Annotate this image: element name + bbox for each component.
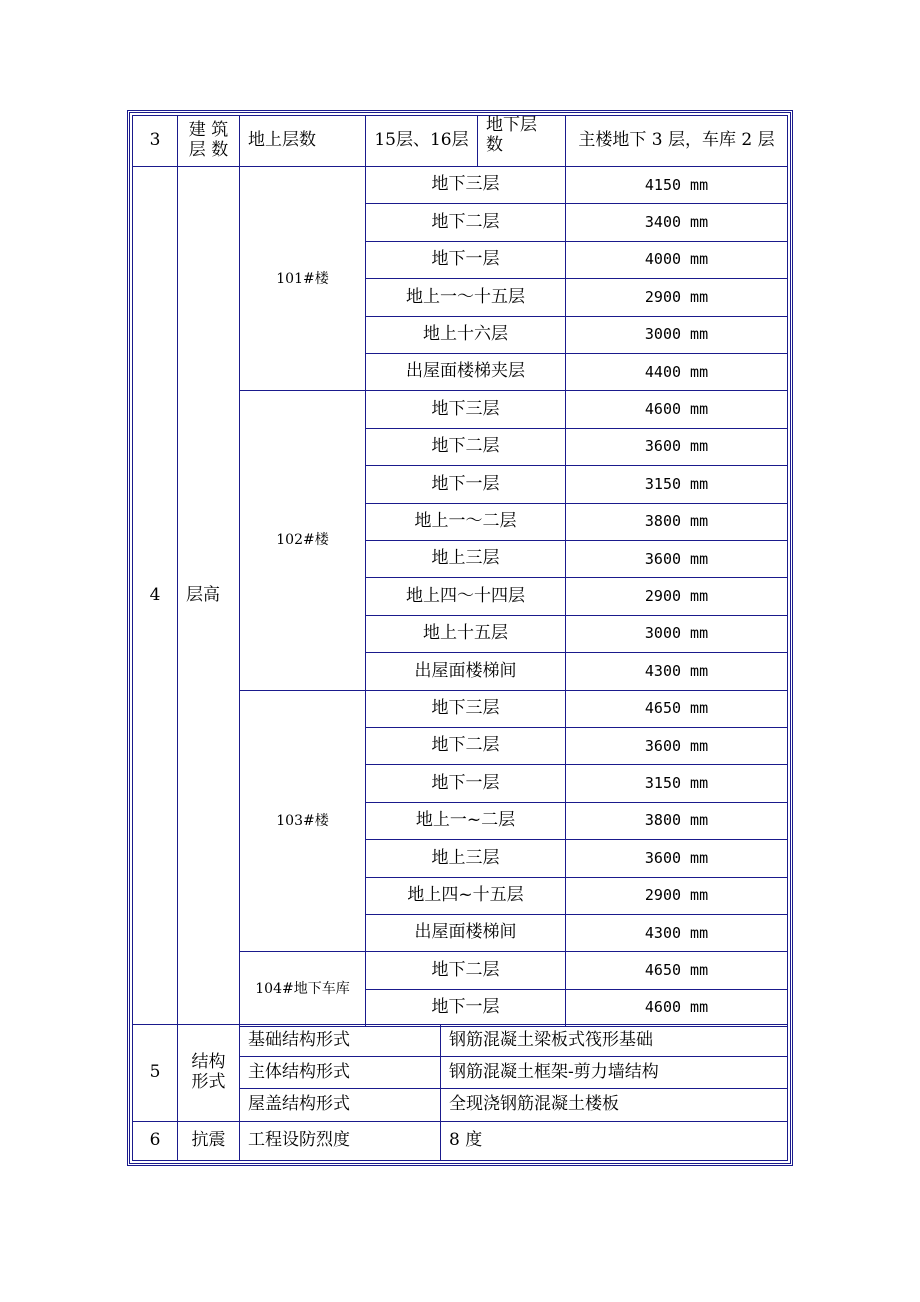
floor-name: 地下三层 <box>365 166 566 204</box>
building-name: 104#地下车库 <box>239 951 366 1027</box>
row4-category: 层高 <box>177 166 240 1025</box>
floor-name: 地上四～十四层 <box>365 577 566 615</box>
floor-name: 地上十五层 <box>365 615 566 653</box>
building-name: 101#楼 <box>239 166 366 391</box>
floor-name: 出屋面楼梯间 <box>365 652 566 690</box>
floor-height: 3600 mm <box>565 839 788 877</box>
floor-name: 地上十六层 <box>365 316 566 354</box>
row3-above-value: 15层、16层 <box>365 115 478 167</box>
floor-height: 3150 mm <box>565 465 788 503</box>
floor-name: 地上一~二层 <box>365 802 566 840</box>
floor-name: 地下二层 <box>365 203 566 241</box>
floor-name: 地下一层 <box>365 465 566 503</box>
structure-foundation-label: 基础结构形式 <box>239 1024 441 1057</box>
floor-name: 地下三层 <box>365 690 566 728</box>
structure-roof-value: 全现浇钢筋混凝土楼板 <box>440 1088 788 1122</box>
floor-name: 地上一～十五层 <box>365 278 566 316</box>
floor-name: 地下一层 <box>365 241 566 279</box>
floor-name: 地上三层 <box>365 839 566 877</box>
floor-name: 地下一层 <box>365 764 566 802</box>
floor-height: 4650 mm <box>565 951 788 989</box>
row3-category-line2: 层 数 <box>188 140 229 160</box>
seismic-label: 工程设防烈度 <box>239 1121 441 1161</box>
row3-category-line1: 建 筑 <box>188 120 229 141</box>
row3-below-label-line1: 地下层 <box>486 115 537 135</box>
structure-foundation-value: 钢筋混凝土梁板式筏形基础 <box>440 1024 788 1057</box>
structure-main-label: 主体结构形式 <box>239 1056 441 1089</box>
floor-height: 3600 mm <box>565 428 788 466</box>
floor-name: 地上四~十五层 <box>365 877 566 915</box>
row6-category: 抗震 <box>177 1121 240 1161</box>
floor-height: 3000 mm <box>565 316 788 354</box>
row5-category-line2: 形式 <box>191 1072 226 1092</box>
floor-height: 4600 mm <box>565 390 788 428</box>
row5-category-line1: 结构 <box>191 1052 226 1073</box>
floor-name: 出屋面楼梯夹层 <box>365 353 566 391</box>
row4-number: 4 <box>132 166 178 1025</box>
building-name: 103#楼 <box>239 690 366 953</box>
structure-main-value: 钢筋混凝土框架-剪力墙结构 <box>440 1056 788 1089</box>
seismic-value: 8 度 <box>440 1121 788 1161</box>
floor-height: 4400 mm <box>565 353 788 391</box>
row3-number: 3 <box>132 115 178 167</box>
floor-name: 地下二层 <box>365 727 566 765</box>
row3-above-label: 地上层数 <box>239 115 366 167</box>
floor-height: 4000 mm <box>565 241 788 279</box>
floor-height: 4300 mm <box>565 914 788 952</box>
floor-name: 地上三层 <box>365 540 566 578</box>
floor-name: 出屋面楼梯间 <box>365 914 566 952</box>
structure-roof-label: 屋盖结构形式 <box>239 1088 441 1122</box>
floor-height: 4150 mm <box>565 166 788 204</box>
floor-name: 地上一～二层 <box>365 503 566 541</box>
row6-number: 6 <box>132 1121 178 1161</box>
floor-height: 4650 mm <box>565 690 788 728</box>
floor-name: 地下二层 <box>365 428 566 466</box>
floor-height: 3600 mm <box>565 540 788 578</box>
floor-name: 地下三层 <box>365 390 566 428</box>
floor-height: 4300 mm <box>565 652 788 690</box>
row5-number: 5 <box>132 1024 178 1122</box>
floor-height: 3150 mm <box>565 764 788 802</box>
floor-height: 3800 mm <box>565 503 788 541</box>
row3-below-label-line2: 数 <box>486 134 503 155</box>
floor-height: 4600 mm <box>565 989 788 1027</box>
floor-height: 2900 mm <box>565 278 788 316</box>
floor-height: 3400 mm <box>565 203 788 241</box>
floor-height: 2900 mm <box>565 577 788 615</box>
floor-name: 地下一层 <box>365 989 566 1027</box>
row3-category <box>177 115 240 167</box>
floor-height: 3600 mm <box>565 727 788 765</box>
row5-category <box>177 1024 240 1122</box>
row3-below-label <box>477 115 566 167</box>
floor-name: 地下二层 <box>365 951 566 989</box>
floor-height: 2900 mm <box>565 877 788 915</box>
floor-height: 3000 mm <box>565 615 788 653</box>
building-name: 102#楼 <box>239 390 366 690</box>
row3-below-value: 主楼地下 3 层，车库 2 层 <box>565 115 788 167</box>
floor-height: 3800 mm <box>565 802 788 840</box>
